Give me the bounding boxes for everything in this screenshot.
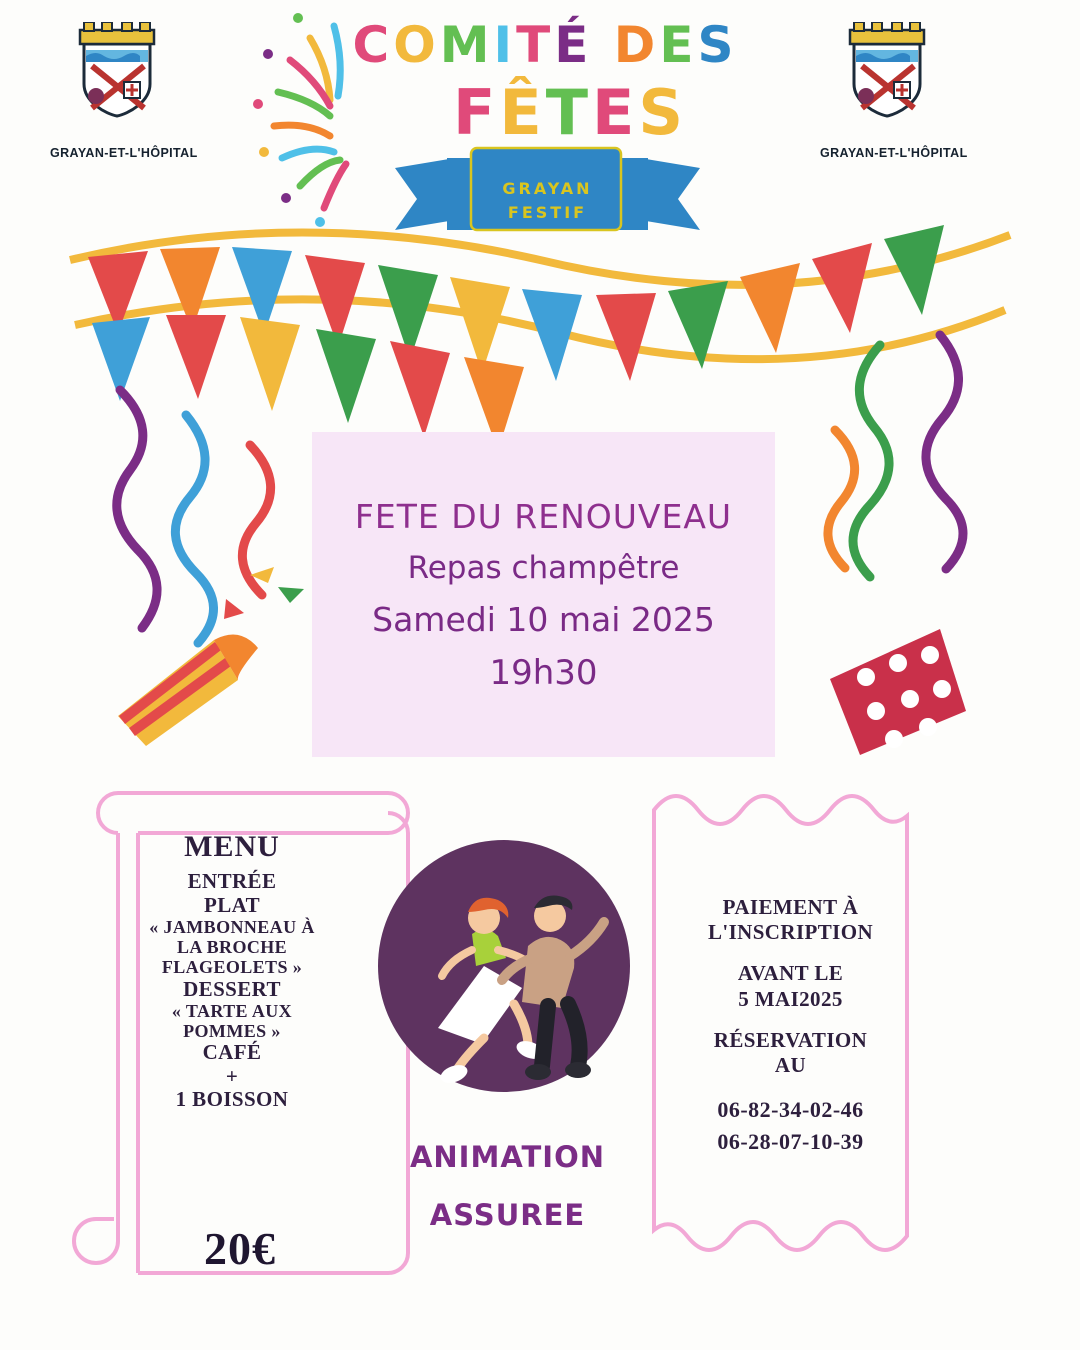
animation-line-1: ANIMATION — [409, 1140, 606, 1174]
event-date: Samedi 10 mai 2025 — [372, 599, 715, 639]
menu-price: 20€ — [204, 1223, 276, 1274]
event-subtitle: Repas champêtre — [407, 549, 680, 586]
menu-title: MENU — [184, 830, 280, 863]
menu-item: PLAT — [203, 892, 261, 917]
animation-line-2: ASSUREE — [429, 1198, 586, 1232]
dancing-couple-illustration — [372, 838, 637, 1103]
menu-item: FLAGEOLETS » — [161, 957, 303, 978]
menu-item: DESSERT — [183, 976, 281, 1001]
reservation-phone-2[interactable]: 06-28-07-10-39 — [717, 1129, 864, 1155]
menu-item: « JAMBONNEAU À — [149, 917, 315, 938]
reservation-line: L'INSCRIPTION — [707, 920, 874, 945]
reservation-content — [668, 895, 913, 1158]
ribbon-line2: FESTIF — [507, 202, 588, 222]
menu-item: 1 BOISSON — [175, 1087, 289, 1112]
reservation-line: PAIEMENT À — [722, 895, 859, 919]
menu-item: POMMES » — [183, 1021, 281, 1042]
reservation-line: AVANT LE — [737, 961, 844, 986]
logo-title: COMITÉ DES — [352, 16, 738, 74]
crest-label-right: GRAYAN-ET-L'HÔPITAL — [820, 146, 968, 160]
reservation-phone-1[interactable]: 06-82-34-02-46 — [717, 1097, 864, 1123]
menu-item: LA BROCHE — [176, 937, 288, 958]
event-title: FETE DU RENOUVEAU — [354, 496, 733, 536]
ribbon-line1: GRAYAN — [502, 178, 593, 198]
menu-item: « TARTE AUX — [171, 1001, 293, 1022]
menu-item: ENTRÉE — [187, 869, 277, 893]
crest-label-left: GRAYAN-ET-L'HÔPITAL — [50, 146, 198, 160]
comite-des-fetes-logo — [250, 8, 830, 233]
event-time: 19h30 — [489, 652, 598, 693]
reservation-line: RÉSERVATION — [713, 1027, 868, 1052]
logo-subtitle: FÊTES — [452, 76, 688, 149]
reservation-line: 5 MAI2025 — [738, 986, 843, 1011]
menu-item: + — [225, 1063, 239, 1088]
coat-of-arms-icon-right — [848, 22, 926, 118]
menu-content — [112, 830, 352, 1112]
coat-of-arms-icon-left — [78, 22, 156, 118]
event-headline-box — [312, 432, 775, 757]
menu-item: CAFÉ — [202, 1040, 262, 1065]
reservation-line: AU — [774, 1052, 807, 1077]
